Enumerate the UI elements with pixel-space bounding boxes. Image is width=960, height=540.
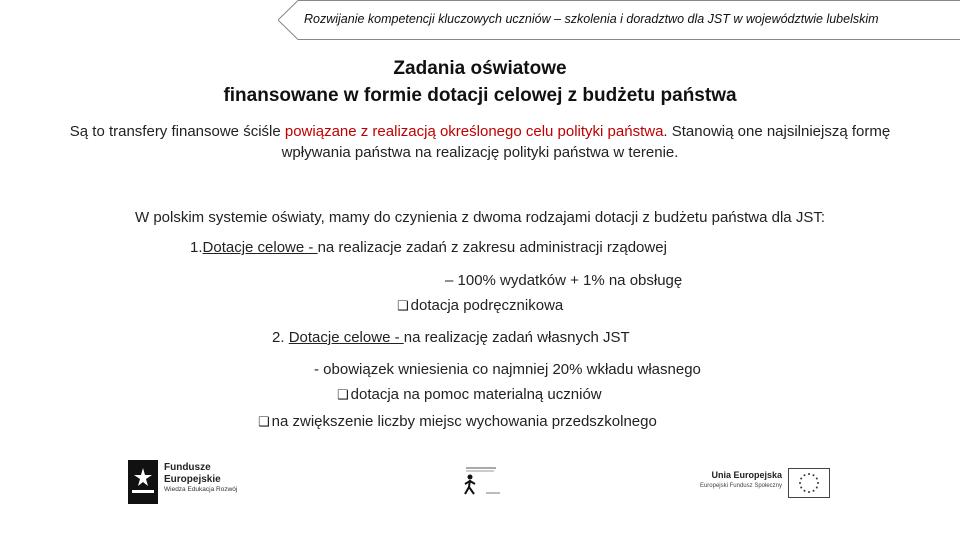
item2-note: - obowiązek wniesienia co najmniej 20% wkładu własnego: [314, 361, 701, 378]
person-emblem-icon: [460, 464, 504, 498]
item1-bullet-item: [397, 297, 563, 314]
header-banner: [278, 0, 960, 40]
item2-bullet-item-2: [258, 413, 657, 430]
body-intro-line: W polskim systemie oświaty, mamy do czynienia z dwoma rodzajami dotacji z budżetu państwa dla JST:: [135, 209, 825, 226]
center-emblem-logo: [460, 464, 504, 503]
item1-bullet-text: dotacja podręcznikowa: [410, 297, 564, 314]
intro-part3: . Stanowią one najsilniejszą formę wpływania państwa na realizację polityki państwa w terenie.: [281, 123, 891, 161]
item2-bullet-text-1: dotacja na pomoc materialną uczniów: [350, 386, 602, 403]
item1-label: Dotacje celowe -: [202, 239, 318, 256]
item2-number: 2.: [272, 329, 289, 346]
intro-highlight: powiązane z realizacją określonego celu polityki państwa: [284, 123, 664, 140]
header-text: Rozwijanie kompetencji kluczowych uczniów – szkolenia i doradztwo dla JST w województwie lubelskim: [304, 12, 879, 26]
fe-logo-line3: Wiedza Edukacja Rozwój: [164, 486, 238, 493]
eu-flag-icon: [788, 468, 830, 498]
checkbox-bullet-icon: ❑: [397, 299, 409, 314]
checkbox-bullet-icon: ❑: [258, 415, 270, 430]
item2-rest: na realizację zadań własnych JST: [403, 329, 630, 346]
fe-logo-line1: Fundusze: [164, 462, 211, 473]
ue-logo-line1: Unia Europejska: [711, 470, 782, 480]
item1-number: 1.: [190, 239, 203, 256]
item2-label: Dotacje celowe -: [288, 329, 404, 346]
checkbox-bullet-icon: ❑: [337, 388, 349, 403]
item2-bullet-item-1: [337, 386, 602, 403]
item1-line: [190, 239, 667, 256]
item2-bullet-text-2: na zwiększenie liczby miejsc wychowania przedszkolnego: [271, 413, 657, 430]
page-title-line1: Zadania oświatowe: [393, 58, 567, 79]
item1-rest: na realizacje zadań z zakresu administracji rządowej: [317, 239, 667, 256]
ue-logo-line2: Europejski Fundusz Społeczny: [699, 483, 782, 489]
intro-paragraph: [50, 121, 910, 163]
intro-part1: Są to transfery finansowe ściśle: [69, 123, 285, 140]
fe-star-flag-icon: [128, 460, 158, 504]
item1-note: – 100% wydatków + 1% na obsługę: [445, 272, 683, 289]
page-title-line2: finansowane w formie dotacji celowej z budżetu państwa: [223, 85, 737, 106]
fe-logo-line2: Europejskie: [164, 474, 221, 485]
item2-line: [272, 329, 630, 346]
